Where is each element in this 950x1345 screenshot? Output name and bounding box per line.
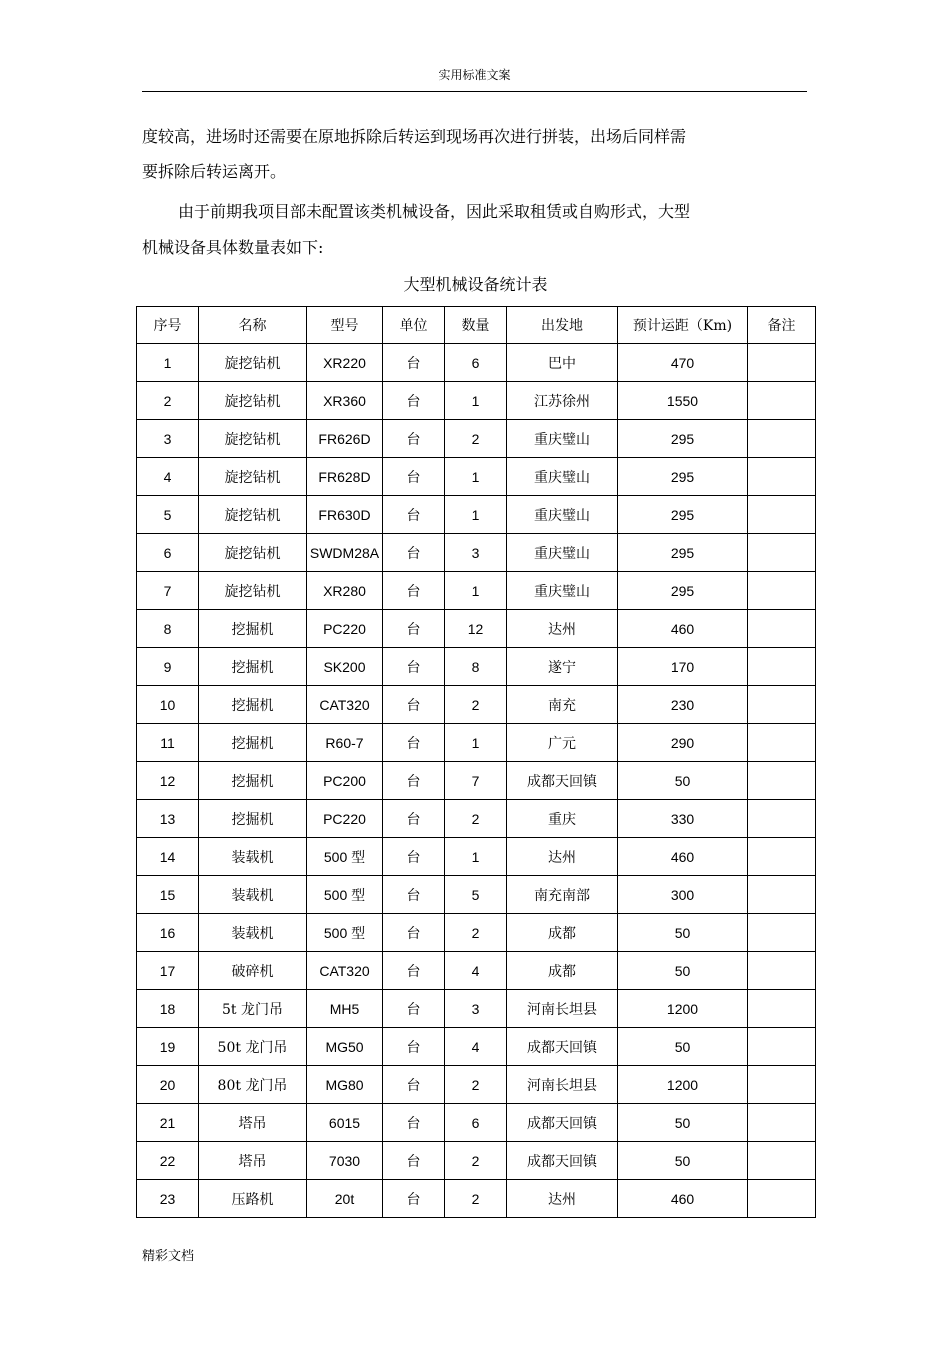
cell-model: MH5 [307, 990, 383, 1028]
cell-remarks [748, 648, 816, 686]
cell-model: FR628D [307, 458, 383, 496]
table-row [137, 496, 816, 534]
cell-unit: 台 [383, 458, 445, 496]
table-row [137, 1104, 816, 1142]
table-row [137, 876, 816, 914]
cell-remarks [748, 762, 816, 800]
cell-quantity: 6 [445, 344, 507, 382]
cell-remarks [748, 686, 816, 724]
cell-name: 旋挖钻机 [199, 344, 307, 382]
cell-quantity: 3 [445, 534, 507, 572]
column-header: 名称 [199, 307, 307, 344]
cell-unit: 台 [383, 1104, 445, 1142]
cell-name: 挖掘机 [199, 724, 307, 762]
cell-index: 20 [137, 1066, 199, 1104]
table-row [137, 344, 816, 382]
cell-distance: 290 [618, 724, 748, 762]
cell-model: XR280 [307, 572, 383, 610]
cell-quantity: 6 [445, 1104, 507, 1142]
cell-unit: 台 [383, 686, 445, 724]
table-row [137, 1180, 816, 1218]
cell-remarks [748, 724, 816, 762]
equipment-table [136, 306, 816, 1218]
cell-index: 11 [137, 724, 199, 762]
cell-quantity: 1 [445, 382, 507, 420]
cell-remarks [748, 610, 816, 648]
cell-quantity: 2 [445, 686, 507, 724]
cell-distance: 50 [618, 1104, 748, 1142]
cell-remarks [748, 1180, 816, 1218]
cell-unit: 台 [383, 496, 445, 534]
cell-remarks [748, 1028, 816, 1066]
paragraph-line: 由于前期我项目部未配置该类机械设备，因此采取租赁或自购形式，大型 [178, 202, 691, 221]
cell-origin: 遂宁 [507, 648, 618, 686]
cell-name: 挖掘机 [199, 686, 307, 724]
cell-quantity: 1 [445, 458, 507, 496]
cell-model: CAT320 [307, 686, 383, 724]
cell-distance: 460 [618, 610, 748, 648]
table-row [137, 1142, 816, 1180]
cell-index: 3 [137, 420, 199, 458]
cell-distance: 295 [618, 572, 748, 610]
cell-unit: 台 [383, 648, 445, 686]
cell-index: 6 [137, 534, 199, 572]
cell-origin: 广元 [507, 724, 618, 762]
cell-distance: 50 [618, 1142, 748, 1180]
cell-origin: 重庆璧山 [507, 420, 618, 458]
cell-name: 挖掘机 [199, 610, 307, 648]
cell-quantity: 2 [445, 1066, 507, 1104]
cell-model: CAT320 [307, 952, 383, 990]
page-footer: 精彩文档 [142, 1249, 195, 1264]
column-header: 预计运距（Km) [618, 307, 748, 344]
cell-name: 80t 龙门吊 [199, 1066, 307, 1104]
column-header: 单位 [383, 307, 445, 344]
cell-distance: 1200 [618, 990, 748, 1028]
cell-origin: 南充南部 [507, 876, 618, 914]
cell-unit: 台 [383, 724, 445, 762]
cell-model: R60-7 [307, 724, 383, 762]
table-row [137, 952, 816, 990]
cell-model: PC200 [307, 762, 383, 800]
cell-remarks [748, 382, 816, 420]
cell-remarks [748, 534, 816, 572]
cell-quantity: 2 [445, 1142, 507, 1180]
cell-unit: 台 [383, 382, 445, 420]
cell-model: 20t [307, 1180, 383, 1218]
cell-model: PC220 [307, 610, 383, 648]
cell-quantity: 1 [445, 838, 507, 876]
cell-index: 22 [137, 1142, 199, 1180]
cell-origin: 达州 [507, 610, 618, 648]
cell-distance: 295 [618, 420, 748, 458]
cell-unit: 台 [383, 838, 445, 876]
cell-distance: 50 [618, 1028, 748, 1066]
cell-origin: 河南长坦县 [507, 990, 618, 1028]
cell-unit: 台 [383, 572, 445, 610]
cell-distance: 300 [618, 876, 748, 914]
table-row [137, 610, 816, 648]
table-row [137, 990, 816, 1028]
cell-index: 23 [137, 1180, 199, 1218]
column-header: 数量 [445, 307, 507, 344]
cell-distance: 50 [618, 914, 748, 952]
cell-distance: 470 [618, 344, 748, 382]
cell-index: 10 [137, 686, 199, 724]
cell-distance: 1550 [618, 382, 748, 420]
cell-index: 7 [137, 572, 199, 610]
cell-quantity: 2 [445, 914, 507, 952]
table-row [137, 724, 816, 762]
cell-distance: 230 [618, 686, 748, 724]
cell-origin: 重庆璧山 [507, 496, 618, 534]
cell-index: 12 [137, 762, 199, 800]
cell-name: 旋挖钻机 [199, 420, 307, 458]
paragraph-line: 机械设备具体数量表如下: [142, 238, 324, 257]
cell-index: 5 [137, 496, 199, 534]
cell-remarks [748, 496, 816, 534]
table-row [137, 914, 816, 952]
table-row [137, 800, 816, 838]
cell-quantity: 2 [445, 800, 507, 838]
column-header: 型号 [307, 307, 383, 344]
cell-name: 旋挖钻机 [199, 572, 307, 610]
cell-name: 装载机 [199, 838, 307, 876]
cell-origin: 成都 [507, 952, 618, 990]
cell-index: 9 [137, 648, 199, 686]
cell-origin: 重庆璧山 [507, 572, 618, 610]
cell-remarks [748, 914, 816, 952]
cell-index: 18 [137, 990, 199, 1028]
cell-distance: 1200 [618, 1066, 748, 1104]
cell-remarks [748, 800, 816, 838]
cell-remarks [748, 344, 816, 382]
cell-remarks [748, 952, 816, 990]
cell-quantity: 5 [445, 876, 507, 914]
cell-index: 17 [137, 952, 199, 990]
cell-index: 8 [137, 610, 199, 648]
table-row [137, 648, 816, 686]
cell-quantity: 3 [445, 990, 507, 1028]
cell-quantity: 2 [445, 1180, 507, 1218]
cell-index: 4 [137, 458, 199, 496]
cell-name: 装载机 [199, 914, 307, 952]
cell-unit: 台 [383, 952, 445, 990]
cell-unit: 台 [383, 1028, 445, 1066]
cell-quantity: 8 [445, 648, 507, 686]
paragraph-line: 度较高，进场时还需要在原地拆除后转运到现场再次进行拼装，出场后同样需 [142, 127, 687, 146]
cell-model: XR220 [307, 344, 383, 382]
cell-model: XR360 [307, 382, 383, 420]
cell-unit: 台 [383, 800, 445, 838]
cell-remarks [748, 572, 816, 610]
cell-model: 7030 [307, 1142, 383, 1180]
cell-unit: 台 [383, 762, 445, 800]
cell-remarks [748, 876, 816, 914]
cell-remarks [748, 838, 816, 876]
column-header: 备注 [748, 307, 816, 344]
cell-index: 14 [137, 838, 199, 876]
cell-index: 16 [137, 914, 199, 952]
cell-model: FR626D [307, 420, 383, 458]
cell-remarks [748, 458, 816, 496]
cell-unit: 台 [383, 610, 445, 648]
cell-name: 破碎机 [199, 952, 307, 990]
cell-name: 50t 龙门吊 [199, 1028, 307, 1066]
cell-origin: 河南长坦县 [507, 1066, 618, 1104]
cell-distance: 295 [618, 534, 748, 572]
cell-index: 13 [137, 800, 199, 838]
cell-quantity: 12 [445, 610, 507, 648]
cell-name: 挖掘机 [199, 762, 307, 800]
cell-origin: 成都天回镇 [507, 1142, 618, 1180]
cell-origin: 成都 [507, 914, 618, 952]
cell-origin: 重庆 [507, 800, 618, 838]
cell-quantity: 1 [445, 724, 507, 762]
cell-quantity: 2 [445, 420, 507, 458]
cell-model: PC220 [307, 800, 383, 838]
cell-distance: 295 [618, 496, 748, 534]
cell-model: FR630D [307, 496, 383, 534]
cell-model: 500 型 [307, 876, 383, 914]
cell-quantity: 1 [445, 572, 507, 610]
cell-model: 500 型 [307, 838, 383, 876]
cell-distance: 50 [618, 952, 748, 990]
cell-quantity: 7 [445, 762, 507, 800]
cell-remarks [748, 1066, 816, 1104]
cell-index: 19 [137, 1028, 199, 1066]
cell-model: 500 型 [307, 914, 383, 952]
cell-model: 6015 [307, 1104, 383, 1142]
table-row [137, 1028, 816, 1066]
cell-origin: 成都天回镇 [507, 1104, 618, 1142]
cell-unit: 台 [383, 876, 445, 914]
cell-quantity: 4 [445, 952, 507, 990]
table-row [137, 572, 816, 610]
cell-distance: 50 [618, 762, 748, 800]
cell-name: 旋挖钻机 [199, 496, 307, 534]
cell-name: 塔吊 [199, 1142, 307, 1180]
cell-distance: 295 [618, 458, 748, 496]
cell-name: 旋挖钻机 [199, 534, 307, 572]
table-row [137, 838, 816, 876]
cell-origin: 巴中 [507, 344, 618, 382]
cell-remarks [748, 990, 816, 1028]
cell-model: SK200 [307, 648, 383, 686]
column-header: 出发地 [507, 307, 618, 344]
cell-origin: 重庆璧山 [507, 458, 618, 496]
cell-unit: 台 [383, 1142, 445, 1180]
cell-distance: 330 [618, 800, 748, 838]
cell-model: SWDM28A [307, 534, 383, 572]
cell-name: 挖掘机 [199, 800, 307, 838]
cell-distance: 460 [618, 1180, 748, 1218]
table-row [137, 534, 816, 572]
cell-remarks [748, 420, 816, 458]
table-body [137, 344, 816, 1218]
cell-quantity: 1 [445, 496, 507, 534]
cell-name: 旋挖钻机 [199, 458, 307, 496]
cell-distance: 170 [618, 648, 748, 686]
cell-model: MG50 [307, 1028, 383, 1066]
column-header: 序号 [137, 307, 199, 344]
cell-unit: 台 [383, 344, 445, 382]
cell-origin: 南充 [507, 686, 618, 724]
cell-unit: 台 [383, 1066, 445, 1104]
cell-index: 15 [137, 876, 199, 914]
cell-unit: 台 [383, 914, 445, 952]
cell-name: 挖掘机 [199, 648, 307, 686]
cell-index: 21 [137, 1104, 199, 1142]
cell-origin: 成都天回镇 [507, 762, 618, 800]
cell-origin: 达州 [507, 838, 618, 876]
table-row [137, 458, 816, 496]
cell-unit: 台 [383, 420, 445, 458]
cell-unit: 台 [383, 534, 445, 572]
page-header: 实用标准文案 [438, 68, 511, 82]
cell-name: 压路机 [199, 1180, 307, 1218]
cell-name: 装载机 [199, 876, 307, 914]
cell-distance: 460 [618, 838, 748, 876]
cell-index: 2 [137, 382, 199, 420]
cell-quantity: 4 [445, 1028, 507, 1066]
cell-name: 5t 龙门吊 [199, 990, 307, 1028]
cell-origin: 成都天回镇 [507, 1028, 618, 1066]
paragraph-line: 要拆除后转运离开。 [142, 162, 287, 181]
cell-origin: 重庆璧山 [507, 534, 618, 572]
cell-unit: 台 [383, 1180, 445, 1218]
table-row [137, 420, 816, 458]
table-row [137, 1066, 816, 1104]
table-row [137, 382, 816, 420]
table-header-row [137, 307, 816, 344]
header-divider [142, 91, 807, 92]
table-row [137, 762, 816, 800]
cell-remarks [748, 1104, 816, 1142]
cell-model: MG80 [307, 1066, 383, 1104]
cell-remarks [748, 1142, 816, 1180]
cell-name: 旋挖钻机 [199, 382, 307, 420]
cell-index: 1 [137, 344, 199, 382]
cell-unit: 台 [383, 990, 445, 1028]
table-title: 大型机械设备统计表 [403, 275, 548, 294]
cell-origin: 江苏徐州 [507, 382, 618, 420]
cell-origin: 达州 [507, 1180, 618, 1218]
table-row [137, 686, 816, 724]
cell-name: 塔吊 [199, 1104, 307, 1142]
